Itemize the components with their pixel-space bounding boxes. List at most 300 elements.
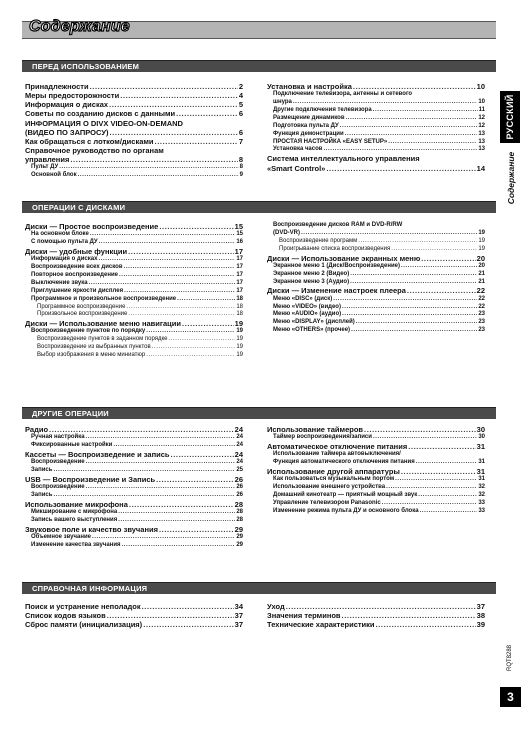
toc-entry-title: Изменение режима пульта ДУ и основного блока xyxy=(273,507,419,514)
toc-entry-page: 37 xyxy=(234,620,243,630)
toc-dot-leader xyxy=(89,280,236,288)
toc-entry-page: 19 xyxy=(478,237,485,244)
toc-entry-page: 12 xyxy=(478,122,485,129)
toc-entry-page: 26 xyxy=(236,491,243,498)
toc-entry-page: 29 xyxy=(236,533,243,540)
toc-entry[interactable] xyxy=(25,109,243,118)
toc-entry-page: 31 xyxy=(478,476,485,483)
toc-dot-leader xyxy=(340,123,478,131)
toc-dot-leader xyxy=(420,508,478,516)
toc-entry-title: На основном блоке xyxy=(31,231,89,238)
toc-entry-title: Радио xyxy=(25,425,49,434)
toc-entry-title: Воспроизведение дисков RAM и DVD-R/RW xyxy=(273,222,403,228)
toc-entry-page: 2 xyxy=(238,82,243,91)
toc-entry[interactable] xyxy=(25,467,243,475)
toc-entry-page: 4 xyxy=(238,91,243,101)
toc-entry-title: Диски — Простое воспроизведение xyxy=(25,222,159,231)
toc-entry-title: Меню «DISPLAY» (дисплей) xyxy=(273,319,355,326)
toc-entry[interactable] xyxy=(267,123,485,131)
toc-dot-leader xyxy=(407,286,476,295)
toc-dot-leader xyxy=(120,91,238,100)
toc-entry-page: 8 xyxy=(239,164,243,171)
toc-column xyxy=(267,425,485,516)
toc-entry-page: 20 xyxy=(476,253,485,263)
toc-entry[interactable] xyxy=(25,492,243,500)
section-heading: ОПЕРАЦИИ С ДИСКАМИ xyxy=(32,203,126,212)
toc-entry-title: Воспроизведение из выбранных пунктов xyxy=(37,344,151,351)
toc-entry-title: Выключение звука xyxy=(31,279,88,286)
toc-entry-title: Кассеты — Воспроизведение и запись xyxy=(25,449,170,459)
toc-entry-title: Воспроизведение всех дисков xyxy=(31,264,123,270)
toc-entry-title: Использование таймера автовыключения/ xyxy=(273,451,401,458)
toc-entry-title: Технические характеристики xyxy=(267,620,375,630)
toc-entry-title: С помощью пульта ДУ xyxy=(31,239,98,246)
section-heading-bar xyxy=(22,201,496,213)
toc-entry[interactable] xyxy=(267,254,485,263)
toc-dot-leader xyxy=(128,247,234,256)
language-label: РУССКИЙ xyxy=(505,94,515,140)
toc-dot-leader xyxy=(155,137,238,146)
toc-entry[interactable] xyxy=(25,264,243,272)
toc-dot-leader xyxy=(301,230,477,238)
toc-entry-page: 24 xyxy=(234,425,243,434)
toc-entry[interactable] xyxy=(267,500,485,508)
toc-entry[interactable] xyxy=(25,500,243,509)
toc-dot-leader xyxy=(401,467,476,476)
toc-entry[interactable] xyxy=(267,319,485,327)
toc-entry-title: Диски — Использование меню навигации xyxy=(25,319,182,329)
toc-entry[interactable] xyxy=(267,271,485,279)
toc-dot-leader xyxy=(159,525,234,534)
toc-dot-leader xyxy=(110,128,238,137)
toc-entry-page: 17 xyxy=(236,264,243,270)
toc-entry-title: Как обращаться с лотком/дисками xyxy=(25,136,154,146)
toc-dot-leader xyxy=(126,304,235,312)
toc-entry-title: Уход xyxy=(267,602,285,611)
toc-dot-leader xyxy=(382,500,478,508)
toc-entry[interactable] xyxy=(25,344,243,352)
toc-entry-page: 31 xyxy=(478,459,485,466)
toc-dot-leader xyxy=(323,146,477,154)
toc-entry-title: Меню «OTHERS» (прочее) xyxy=(273,327,351,334)
toc-entry-page: 22 xyxy=(478,295,485,302)
toc-entry-page: 37 xyxy=(234,611,243,621)
toc-dot-leader xyxy=(86,459,236,467)
toc-entry[interactable] xyxy=(267,425,485,434)
toc-dot-leader xyxy=(109,100,238,109)
toc-column xyxy=(267,222,485,335)
toc-entry[interactable] xyxy=(25,128,243,137)
toc-entry-title: Установка и настройка xyxy=(267,82,352,91)
toc-dot-leader xyxy=(90,231,235,239)
toc-entry-page: 18 xyxy=(236,303,243,310)
toc-entry-title: Диски — удобные функции xyxy=(25,246,128,256)
toc-entry-page: 29 xyxy=(234,524,243,534)
toc-dot-leader xyxy=(286,602,476,611)
toc-entry[interactable] xyxy=(267,164,485,173)
toc-entry[interactable] xyxy=(267,484,485,492)
toc-entry-page: 18 xyxy=(236,295,243,302)
toc-entry-title: ИНФОРМАЦИЯ О DIVX VIDEO-ON-DEMAND xyxy=(25,118,183,128)
toc-entry[interactable] xyxy=(267,492,485,500)
toc-column xyxy=(25,222,243,360)
toc-entry-page: 7 xyxy=(238,136,243,146)
toc-dot-leader xyxy=(391,246,477,254)
toc-entry-title: Установка часов xyxy=(273,146,323,153)
toc-entry[interactable] xyxy=(25,239,243,247)
toc-entry-title: Принадлежности xyxy=(25,82,89,91)
toc-entry[interactable] xyxy=(25,611,243,620)
toc-entry-title: Проигрывание списка воспроизведения xyxy=(279,245,391,252)
toc-entry-title: Подготовка пульта ДУ xyxy=(273,122,339,129)
toc-dot-leader xyxy=(152,344,236,352)
toc-entry[interactable] xyxy=(25,442,243,450)
toc-entry[interactable] xyxy=(267,82,485,91)
toc-entry[interactable] xyxy=(267,146,485,154)
toc-entry[interactable] xyxy=(25,525,243,534)
toc-dot-leader xyxy=(70,155,238,164)
toc-entry[interactable] xyxy=(25,434,243,442)
toc-entry[interactable] xyxy=(25,336,243,344)
toc-entry-title: ПРОСТАЯ НАСТРОЙКА «EASY SETUP» xyxy=(273,138,388,145)
toc-dot-leader xyxy=(326,164,475,173)
toc-entry-title: Как пользоваться музыкальным портом xyxy=(273,476,395,483)
toc-entry[interactable] xyxy=(25,425,243,434)
toc-dot-leader xyxy=(177,296,235,304)
toc-entry-title: Информация о дисках xyxy=(31,256,98,263)
toc-dot-leader xyxy=(342,611,476,620)
toc-entry-title: Основной блок xyxy=(31,172,77,179)
toc-entry-page: 6 xyxy=(238,127,243,137)
toc-entry[interactable] xyxy=(25,517,243,525)
toc-entry-page: 32 xyxy=(478,484,485,491)
section-heading-bar xyxy=(22,582,496,594)
page-title: Содержание xyxy=(29,18,130,35)
toc-dot-leader xyxy=(176,109,238,118)
toc-entry-title: Таймер воспроизведения/записи xyxy=(273,434,372,441)
toc-entry-page: 10 xyxy=(478,99,485,106)
toc-dot-leader xyxy=(388,139,477,147)
toc-entry-title: Приглушение яркости дисплея xyxy=(31,287,124,294)
toc-entry-page: 28 xyxy=(236,516,243,523)
toc-entry-page: 33 xyxy=(478,499,485,506)
toc-entry[interactable] xyxy=(267,154,485,163)
toc-dot-leader xyxy=(90,82,238,91)
toc-entry[interactable] xyxy=(25,319,243,328)
toc-entry-title: Сброс памяти (инициализация) xyxy=(25,620,143,630)
toc-entry[interactable] xyxy=(25,534,243,542)
toc-entry[interactable] xyxy=(25,288,243,296)
toc-entry-title: Экранное меню 2 (Видео) xyxy=(273,270,350,277)
toc-column xyxy=(25,82,243,180)
toc-entry-title: Воспроизведение пунктов в заданном порядке xyxy=(37,336,168,343)
toc-entry-page: 23 xyxy=(478,327,485,334)
toc-entry[interactable] xyxy=(267,286,485,295)
toc-entry-page: 8 xyxy=(238,155,243,165)
toc-entry-title: Экранное меню 1 (Диск/Воспроизведение) xyxy=(273,262,400,269)
toc-dot-leader xyxy=(159,222,233,231)
toc-dot-leader xyxy=(416,459,478,467)
toc-entry-title: Управление телевизором Panasonic xyxy=(273,499,381,506)
toc-entry[interactable] xyxy=(267,327,485,335)
toc-entry-title: Советы по созданию дисков с данными xyxy=(25,109,176,119)
toc-entry-page: 23 xyxy=(478,311,485,318)
toc-entry[interactable] xyxy=(25,100,243,109)
toc-entry-page: 24 xyxy=(236,434,243,441)
toc-entry-title: Функция автоматического отключения питания xyxy=(273,459,415,466)
toc-entry-page: 22 xyxy=(478,303,485,310)
section-heading-bar xyxy=(22,407,496,419)
toc-entry-title: Воспроизведение xyxy=(31,459,85,466)
toc-entry-page: 13 xyxy=(478,138,485,145)
toc-entry-page: 17 xyxy=(236,279,243,286)
toc-entry[interactable] xyxy=(25,119,243,128)
toc-entry-page: 15 xyxy=(236,231,243,238)
toc-dot-leader xyxy=(146,328,235,336)
toc-entry-page: 28 xyxy=(234,499,243,509)
toc-dot-leader xyxy=(49,425,234,434)
toc-entry[interactable] xyxy=(25,247,243,256)
toc-entry-title: Меню «DISC» (диск) xyxy=(273,295,333,302)
toc-dot-leader xyxy=(182,319,234,328)
toc-entry-page: 39 xyxy=(476,620,485,630)
toc-entry[interactable] xyxy=(25,509,243,517)
toc-entry[interactable] xyxy=(25,280,243,288)
toc-entry[interactable] xyxy=(267,139,485,147)
toc-entry[interactable] xyxy=(25,164,243,172)
toc-entry[interactable] xyxy=(25,91,243,100)
toc-dot-leader xyxy=(86,434,236,442)
toc-entry-title: Запись xyxy=(31,467,53,473)
toc-entry[interactable] xyxy=(267,279,485,287)
toc-entry-title: Использование внешнего устройства xyxy=(273,484,386,491)
toc-entry-page: 31 xyxy=(476,467,485,476)
toc-entry-title: управления xyxy=(25,155,70,165)
toc-column xyxy=(25,602,243,629)
toc-dot-leader xyxy=(293,99,477,107)
toc-dot-leader xyxy=(98,256,235,264)
toc-entry-page: 17 xyxy=(236,256,243,263)
toc-entry[interactable] xyxy=(25,304,243,312)
toc-entry-page: 13 xyxy=(478,130,485,137)
toc-entry-title: Запись вашего выступления xyxy=(31,516,118,523)
page-number: 3 xyxy=(500,687,521,707)
section-heading-bar xyxy=(22,60,496,72)
toc-dot-leader xyxy=(353,82,476,91)
toc-dot-leader xyxy=(99,239,236,247)
toc-entry-page: 5 xyxy=(238,100,243,110)
toc-dot-leader xyxy=(408,442,475,451)
toc-entry[interactable] xyxy=(25,296,243,304)
toc-dot-leader xyxy=(342,311,477,319)
toc-entry[interactable] xyxy=(25,542,243,550)
toc-entry-page: 19 xyxy=(234,319,243,329)
toc-entry-title: Использование таймеров xyxy=(267,425,364,434)
toc-entry-title: шнура xyxy=(273,99,292,106)
toc-entry-page: 22 xyxy=(476,286,485,296)
document-code: RQT8288 xyxy=(507,644,513,672)
toc-entry[interactable] xyxy=(25,620,243,629)
toc-entry-title: Значения терминов xyxy=(267,611,341,621)
toc-entry-page: 13 xyxy=(478,146,485,153)
toc-entry[interactable] xyxy=(25,137,243,146)
toc-entry[interactable] xyxy=(267,451,485,459)
section-heading: СПРАВОЧНАЯ ИНФОРМАЦИЯ xyxy=(32,584,148,593)
toc-entry[interactable] xyxy=(25,602,243,611)
toc-dot-leader xyxy=(53,467,235,475)
toc-entry[interactable] xyxy=(267,467,485,476)
toc-entry-title: Объемное звучание xyxy=(31,533,91,540)
toc-entry-page: 19 xyxy=(236,336,243,343)
toc-dot-leader xyxy=(350,279,477,287)
toc-dot-leader xyxy=(113,442,235,450)
toc-entry-page: 29 xyxy=(236,541,243,548)
toc-entry-page: 19 xyxy=(236,344,243,351)
toc-entry-page: 33 xyxy=(478,507,485,514)
toc-entry[interactable] xyxy=(25,311,243,319)
toc-entry-page: 26 xyxy=(236,484,243,491)
side-section-label: Содержание xyxy=(506,151,516,205)
toc-entry-page: 37 xyxy=(476,602,485,611)
toc-entry-page: 26 xyxy=(234,474,243,484)
toc-entry[interactable] xyxy=(267,246,485,254)
toc-entry-page: 25 xyxy=(236,467,243,473)
toc-dot-leader xyxy=(346,115,478,123)
toc-entry-page: 9 xyxy=(239,172,243,179)
toc-entry[interactable] xyxy=(267,442,485,451)
toc-entry-page: 17 xyxy=(236,287,243,294)
toc-entry[interactable] xyxy=(267,263,485,271)
toc-entry-page: 21 xyxy=(478,270,485,277)
toc-entry[interactable] xyxy=(25,82,243,91)
toc-entry[interactable] xyxy=(25,450,243,459)
toc-dot-leader xyxy=(171,450,234,459)
toc-entry-page: 17 xyxy=(236,271,243,278)
toc-entry-page: 23 xyxy=(478,319,485,326)
toc-dot-leader xyxy=(107,611,234,620)
toc-entry[interactable] xyxy=(25,172,243,180)
toc-entry-title: Список кодов языков xyxy=(25,611,106,621)
toc-dot-leader xyxy=(156,475,234,484)
toc-entry-page: 24 xyxy=(236,442,243,449)
toc-entry-title: Диски — Изменение настроек плеера xyxy=(267,286,406,296)
toc-entry-page: 14 xyxy=(476,163,485,173)
toc-dot-leader xyxy=(124,264,236,272)
toc-entry[interactable] xyxy=(267,99,485,107)
toc-entry-title: Функция демонстрации xyxy=(273,130,344,137)
toc-entry-title: Размещение динамиков xyxy=(273,114,345,121)
toc-entry-page: 11 xyxy=(478,106,485,113)
toc-entry-title: Ручная настройка xyxy=(31,434,85,441)
toc-dot-leader xyxy=(358,238,477,246)
toc-entry-title: Диски — Использование экранных меню xyxy=(267,253,421,263)
toc-dot-leader xyxy=(53,492,235,500)
toc-entry[interactable] xyxy=(267,304,485,312)
toc-entry[interactable] xyxy=(25,155,243,164)
toc-entry[interactable] xyxy=(267,611,485,620)
toc-dot-leader xyxy=(333,296,477,304)
toc-entry[interactable] xyxy=(25,146,243,155)
toc-entry[interactable] xyxy=(267,238,485,246)
toc-entry-title: Подключение телевизора, антенны и сетевого xyxy=(273,91,413,98)
toc-entry-page: 30 xyxy=(476,425,485,434)
toc-entry-page: 24 xyxy=(234,449,243,459)
toc-entry-title: Повторное воспроизведение xyxy=(31,271,118,278)
toc-entry-page: 10 xyxy=(476,82,485,91)
toc-entry[interactable] xyxy=(25,272,243,280)
toc-dot-leader xyxy=(376,620,476,629)
toc-entry-title: Произвольное воспроизведение xyxy=(37,311,128,318)
toc-entry-title: Пульт ДУ xyxy=(31,164,59,171)
toc-dot-leader xyxy=(345,131,478,139)
toc-entry-title: Поиск и устранение неполадок xyxy=(25,602,141,611)
toc-entry[interactable] xyxy=(25,328,243,336)
toc-entry[interactable] xyxy=(267,131,485,139)
toc-entry-title: «Smart Control» xyxy=(267,163,326,173)
toc-entry-title: Меню «VIDEO» (видео) xyxy=(273,303,341,310)
toc-dot-leader xyxy=(118,509,235,517)
toc-dot-leader xyxy=(351,327,477,335)
toc-dot-leader xyxy=(364,425,476,434)
toc-entry-page: 6 xyxy=(238,109,243,119)
toc-entry[interactable] xyxy=(267,230,485,238)
toc-column xyxy=(267,602,485,629)
toc-entry[interactable] xyxy=(267,476,485,484)
toc-entry-page: 31 xyxy=(476,442,485,452)
toc-entry[interactable] xyxy=(267,602,485,611)
toc-entry[interactable] xyxy=(25,459,243,467)
toc-entry[interactable] xyxy=(267,508,485,516)
toc-entry-title: Звуковое поле и качество звучания xyxy=(25,524,158,534)
toc-entry[interactable] xyxy=(267,91,485,99)
toc-entry-title: (DVD-VR) xyxy=(273,229,300,236)
toc-entry[interactable] xyxy=(267,434,485,442)
toc-entry[interactable] xyxy=(267,620,485,629)
toc-dot-leader xyxy=(146,352,235,360)
toc-dot-leader xyxy=(342,304,477,312)
toc-entry-title: Автоматическое отключение питания xyxy=(267,442,408,452)
toc-entry[interactable] xyxy=(25,352,243,360)
toc-dot-leader xyxy=(169,336,236,344)
toc-entry-title: Воспроизведение пунктов по порядку xyxy=(31,328,146,335)
toc-entry[interactable] xyxy=(25,484,243,492)
toc-entry-title: Система интеллектуального управления xyxy=(267,154,420,164)
toc-entry-title: Использование другой аппаратуры xyxy=(267,467,400,476)
toc-entry[interactable] xyxy=(267,459,485,467)
toc-dot-leader xyxy=(401,263,477,271)
toc-dot-leader xyxy=(92,534,235,542)
section-heading: ПЕРЕД ИСПОЛЬЗОВАНИЕМ xyxy=(32,62,140,71)
toc-entry[interactable] xyxy=(267,296,485,304)
toc-dot-leader xyxy=(373,107,478,115)
toc-entry[interactable] xyxy=(25,231,243,239)
toc-entry-page: 15 xyxy=(234,222,243,231)
toc-entry[interactable] xyxy=(25,256,243,264)
toc-entry[interactable] xyxy=(267,115,485,123)
toc-entry-page: 38 xyxy=(476,611,485,621)
toc-entry[interactable] xyxy=(267,222,485,230)
toc-dot-leader xyxy=(386,484,477,492)
section-heading: ДРУГИЕ ОПЕРАЦИИ xyxy=(32,409,109,418)
toc-entry-title: Экранное меню 3 (Аудио) xyxy=(273,278,350,285)
toc-entry[interactable] xyxy=(25,222,243,231)
toc-entry-page: 12 xyxy=(478,114,485,121)
toc-dot-leader xyxy=(129,500,234,509)
toc-entry-title: Другие подключения телевизора xyxy=(273,106,372,113)
toc-entry[interactable] xyxy=(267,107,485,115)
toc-entry-title: Меры предосторожности xyxy=(25,91,120,101)
toc-entry[interactable] xyxy=(25,475,243,484)
